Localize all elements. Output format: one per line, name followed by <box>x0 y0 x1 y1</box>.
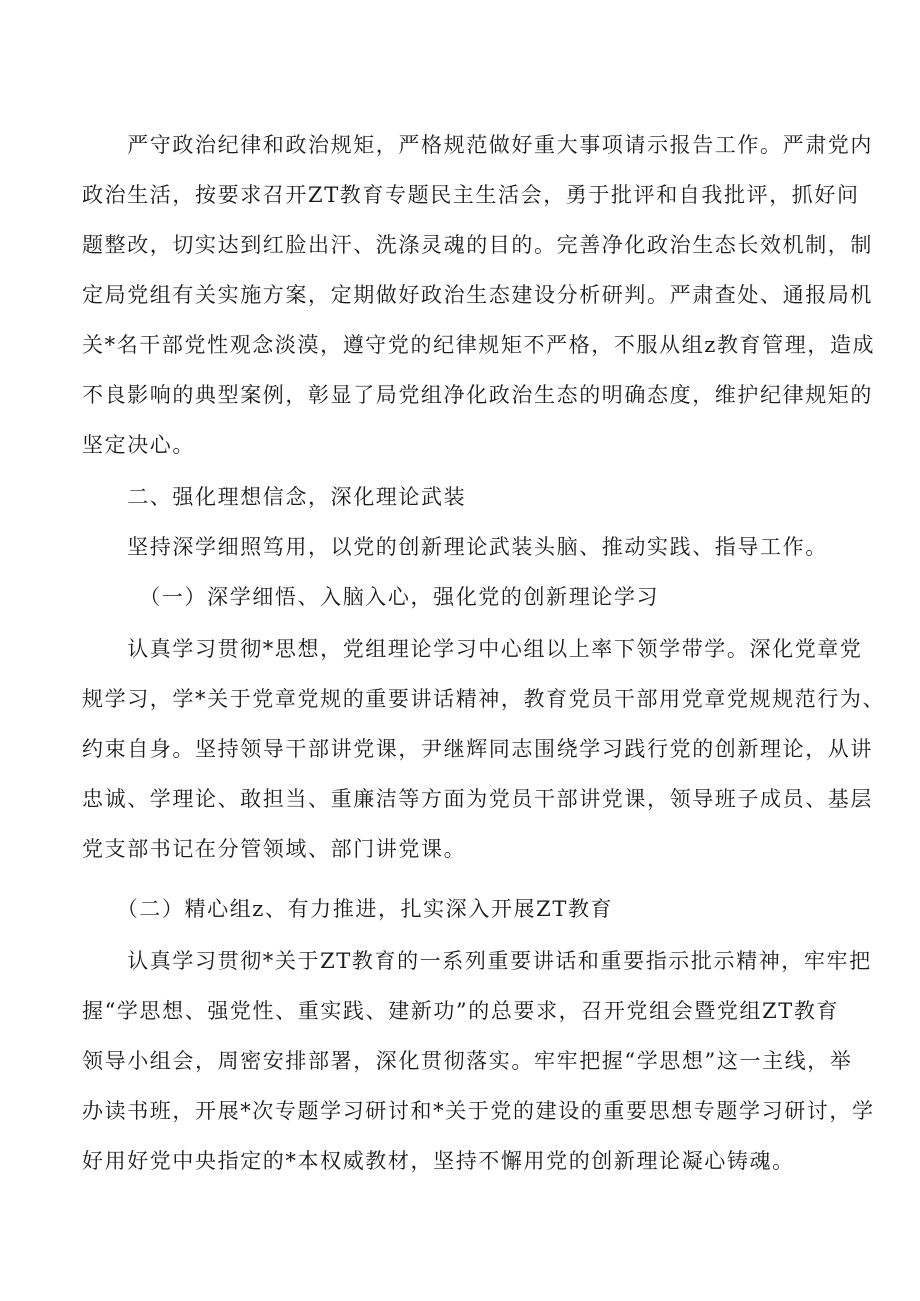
paragraph-political-discipline <box>82 120 876 470</box>
text-line: 办读书班，开展*次专题学习研讨和*关于党的建设的重要思想专题学习研讨，学 <box>82 1099 875 1123</box>
text-line: 坚定决心。 <box>82 433 195 457</box>
text-line: 规学习，学*关于党章党规的重要讲话精神，教育党员干部用党章党规规范行为、 <box>82 687 886 711</box>
text-line: 关*名干部党性观念淡漠，遵守党的纪律规矩不严格，不服从组z教育管理，造成 <box>82 333 876 357</box>
text-line: 题整改，切实达到红脸出汗、洗涤灵魂的目的。完善净化政治生态长效机制，制 <box>82 233 873 257</box>
paragraph-zt-education <box>82 936 875 1186</box>
document-page <box>82 120 886 1186</box>
text-line: 党支部书记在分管领域、部门讲党课。 <box>82 837 467 861</box>
section-intro-paragraph: 坚持深学细照笃用，以党的创新理论武装头脑、推动实践、指导工作。 <box>82 535 828 559</box>
text-line: 定局党组有关实施方案，定期做好政治生态建设分析研判。严肃查处、通报局机 <box>82 283 873 307</box>
subheading-2: （二）精心组z、有力推进，扎实深入开展ZT教育 <box>82 897 614 921</box>
subheading-1: （一）深学细悟、入脑入心，强化党的创新理论学习 <box>82 585 660 609</box>
paragraph-theory-study <box>82 624 886 874</box>
text-line: 不良影响的典型案例，彰显了局党组净化政治生态的明确态度，维护纪律规矩的 <box>82 383 873 407</box>
text-line: 握“学思想、强党性、重实践、建新功”的总要求，召开党组会暨党组ZT教育 <box>82 999 840 1023</box>
text-line: 领导小组会，周密安排部署，深化贯彻落实。牢牢把握“学思想”这一主线，举 <box>82 1049 853 1073</box>
text-line: 好用好党中央指定的*本权威教材，坚持不懈用党的创新理论凝心铸魂。 <box>82 1149 795 1173</box>
text-line: 认真学习贯彻*关于ZT教育的一系列重要讲话和重要指示批示精神，牢牢把 <box>82 949 872 973</box>
section-heading-2: 二、强化理想信念，深化理论武装 <box>82 485 467 509</box>
text-line: 政治生活，按要求召开ZT教育专题民主生活会，勇于批评和自我批评，抓好问 <box>82 183 860 207</box>
text-line: 严守政治纪律和政治规矩，严格规范做好重大事项请示报告工作。严肃党内 <box>82 133 873 157</box>
text-line: 约束自身。坚持领导干部讲党课，尹继辉同志围绕学习践行党的创新理论，从讲 <box>82 737 873 761</box>
text-line: 认真学习贯彻*思想，党组理论学习中心组以上率下领学带学。深化党章党 <box>82 637 863 661</box>
text-line: 忠诚、学理论、敢担当、重廉洁等方面为党员干部讲党课，领导班子成员、基层 <box>82 787 873 811</box>
